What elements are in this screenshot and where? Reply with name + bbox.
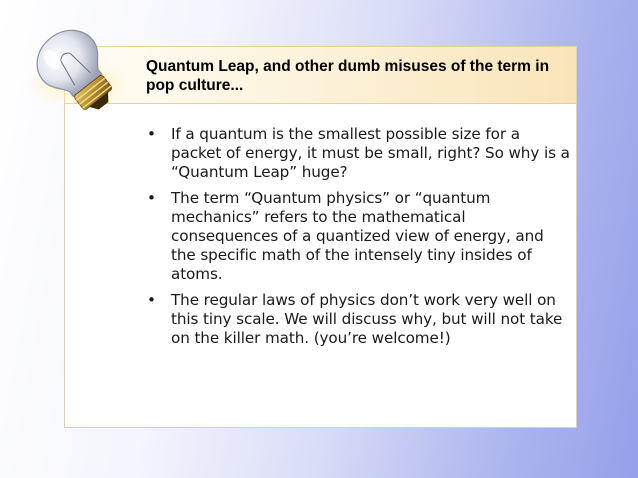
title-bar xyxy=(65,47,576,104)
bullet-marker: • xyxy=(147,291,156,309)
bullet-item xyxy=(145,125,570,182)
bullet-marker: • xyxy=(147,189,156,207)
slide-content-box xyxy=(64,46,577,428)
light-bulb-icon xyxy=(22,24,140,112)
bullet-text: If a quantum is the smallest possible size for a packet of energy, it must be small, right? So why is a “Quantum Leap” huge? xyxy=(171,125,570,181)
bullet-list xyxy=(145,125,570,355)
bullet-text: The regular laws of physics don’t work very well on this tiny scale. We will discuss why, but will not take on the killer math. (you’re welcome!) xyxy=(171,291,563,347)
bullet-item xyxy=(145,189,570,284)
slide-title: Quantum Leap, and other dumb misuses of the term in pop culture... xyxy=(146,58,550,94)
bullet-item xyxy=(145,291,570,348)
bullet-text: The term “Quantum physics” or “quantum mechanics” refers to the mathematical consequences of a quantized view of energy, and the specific math of the intensely tiny insides of atoms. xyxy=(171,189,544,283)
bullet-marker: • xyxy=(147,125,156,143)
